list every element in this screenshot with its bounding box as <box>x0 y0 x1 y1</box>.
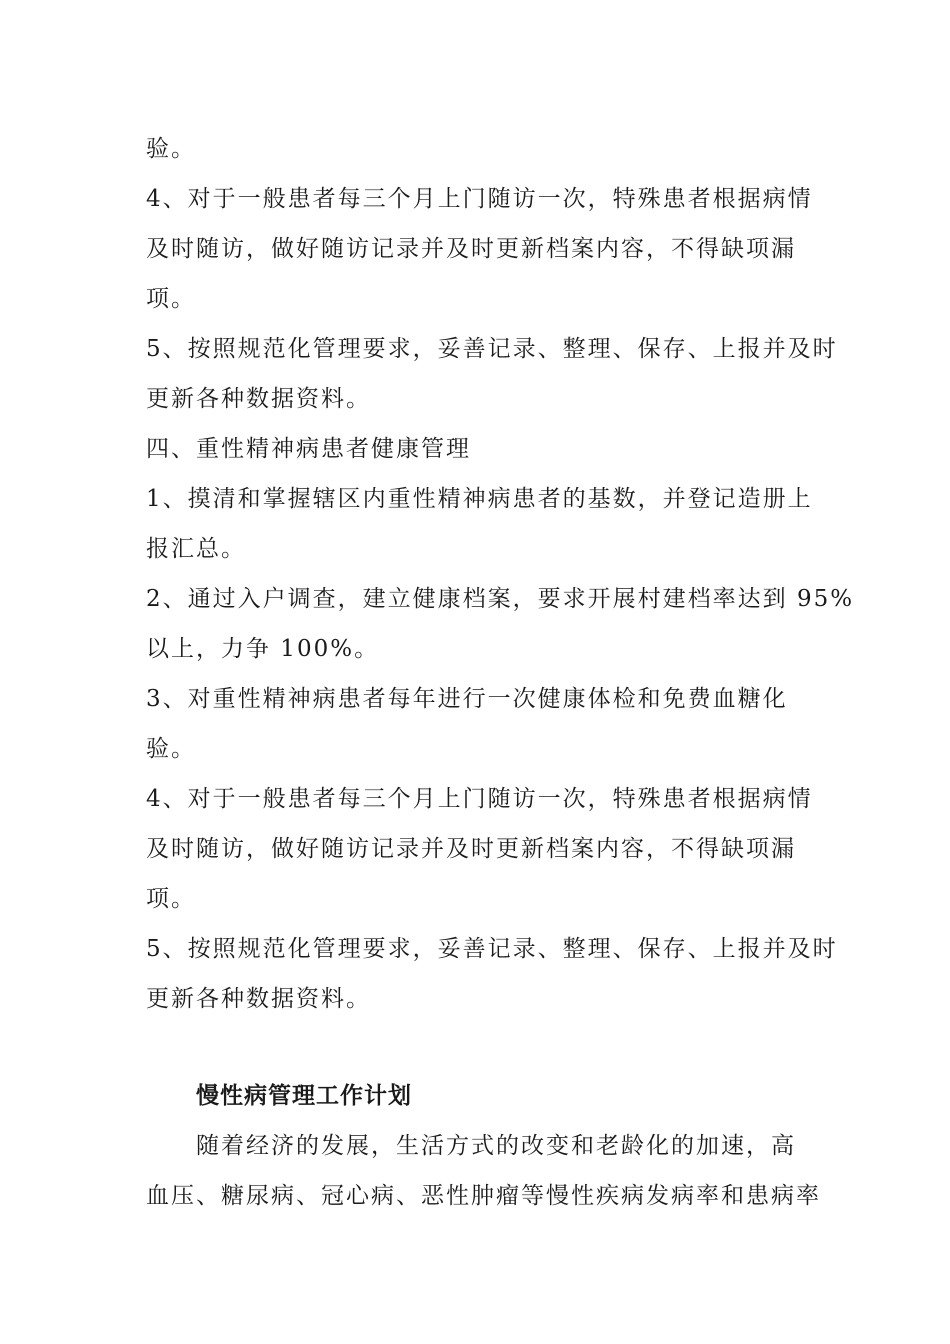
text-line: 4、对于一般患者每三个月上门随访一次，特殊患者根据病情 <box>146 786 813 812</box>
text-line: 3、对重性精神病患者每年进行一次健康体检和免费血糖化 <box>146 686 788 712</box>
text-line: 2、通过入户调查，建立健康档案，要求开展村建档率达到 95% <box>146 586 855 612</box>
text-line: 更新各种数据资料。 <box>146 386 371 412</box>
text-line: 及时随访，做好随访记录并及时更新档案内容，不得缺项漏 <box>146 236 796 262</box>
text-line: 1、摸清和掌握辖区内重性精神病患者的基数，并登记造册上 <box>146 486 813 512</box>
text-line: 验。 <box>146 736 196 762</box>
text-line: 5、按照规范化管理要求，妥善记录、整理、保存、上报并及时 <box>146 936 838 962</box>
text-line: 随着经济的发展，生活方式的改变和老龄化的加速，高 <box>196 1133 796 1159</box>
text-line: 项。 <box>146 886 196 912</box>
text-line: 项。 <box>146 286 196 312</box>
section-heading: 四、重性精神病患者健康管理 <box>146 436 471 462</box>
text-line: 及时随访，做好随访记录并及时更新档案内容，不得缺项漏 <box>146 836 796 862</box>
text-line: 血压、糖尿病、冠心病、恶性肿瘤等慢性疾病发病率和患病率 <box>146 1183 821 1209</box>
text-line: 4、对于一般患者每三个月上门随访一次，特殊患者根据病情 <box>146 186 813 212</box>
text-line: 以上，力争 100%。 <box>146 636 380 662</box>
text-line: 报汇总。 <box>146 536 246 562</box>
text-line: 更新各种数据资料。 <box>146 986 371 1012</box>
document-title: 慢性病管理工作计划 <box>196 1083 412 1109</box>
text-line: 验。 <box>146 136 196 162</box>
text-line: 5、按照规范化管理要求，妥善记录、整理、保存、上报并及时 <box>146 336 838 362</box>
